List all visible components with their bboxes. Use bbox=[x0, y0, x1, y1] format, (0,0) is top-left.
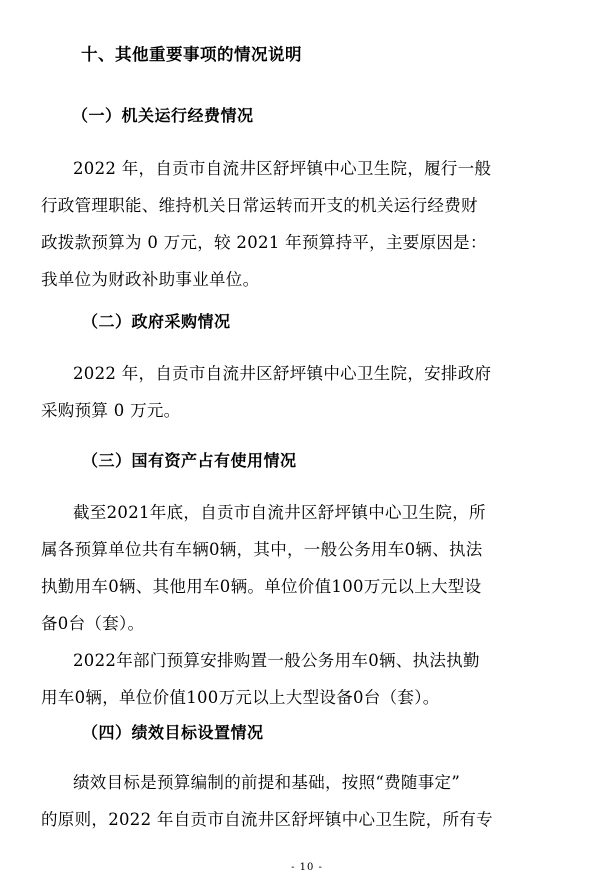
paragraph-line: 的原则，2022 年自贡市自流井区舒坪镇中心卫生院，所有专 bbox=[41, 810, 493, 829]
paragraph-line: 采购预算 0 万元。 bbox=[41, 401, 181, 420]
paragraph-line: 绩效目标是预算编制的前提和基础，按照“费随事定” bbox=[73, 773, 461, 792]
subsection-title-3: （三）国有资产占有使用情况 bbox=[82, 451, 297, 470]
paragraph-line: 截至2021年底，自贡市自流井区舒坪镇中心卫生院，所 bbox=[73, 503, 486, 522]
paragraph-3 bbox=[41, 494, 571, 716]
paragraph-line: 行政管理职能、维持机关日常运转而开支的机关运行经费财 bbox=[41, 196, 478, 215]
paragraph-line: 我单位为财政补助事业单位。 bbox=[41, 270, 260, 289]
subsection-title-4: （四）绩效目标设置情况 bbox=[82, 723, 264, 742]
page-number: - 10 - bbox=[291, 862, 323, 873]
paragraph-line: 属各预算单位共有车辆0辆，其中，一般公务用车0辆、执法 bbox=[41, 540, 483, 559]
paragraph-2 bbox=[41, 355, 571, 429]
paragraph-line: 执勤用车0辆、其他用车0辆。单位价值100万元以上大型设 bbox=[41, 577, 482, 596]
section-title: 十、其他重要事项的情况说明 bbox=[81, 45, 302, 64]
paragraph-line: 2022年部门预算安排购置一般公务用车0辆、执法执勤 bbox=[73, 651, 480, 670]
paragraph-line: 2022 年，自贡市自流井区舒坪镇中心卫生院，履行一般 bbox=[73, 159, 492, 178]
paragraph-line: 用车0辆，单位价值100万元以上大型设备0台（套）。 bbox=[41, 688, 440, 707]
paragraph-1 bbox=[41, 150, 571, 298]
paragraph-line: 2022 年，自贡市自流井区舒坪镇中心卫生院，安排政府 bbox=[73, 364, 492, 383]
subsection-title-1: （一）机关运行经费情况 bbox=[72, 106, 254, 125]
paragraph-4 bbox=[41, 764, 571, 838]
subsection-title-2: （二）政府采购情况 bbox=[82, 312, 231, 331]
paragraph-line: 政拨款预算为 0 万元，较 2021 年预算持平，主要原因是： bbox=[41, 233, 487, 252]
paragraph-line: 备0台（套）。 bbox=[41, 614, 145, 633]
